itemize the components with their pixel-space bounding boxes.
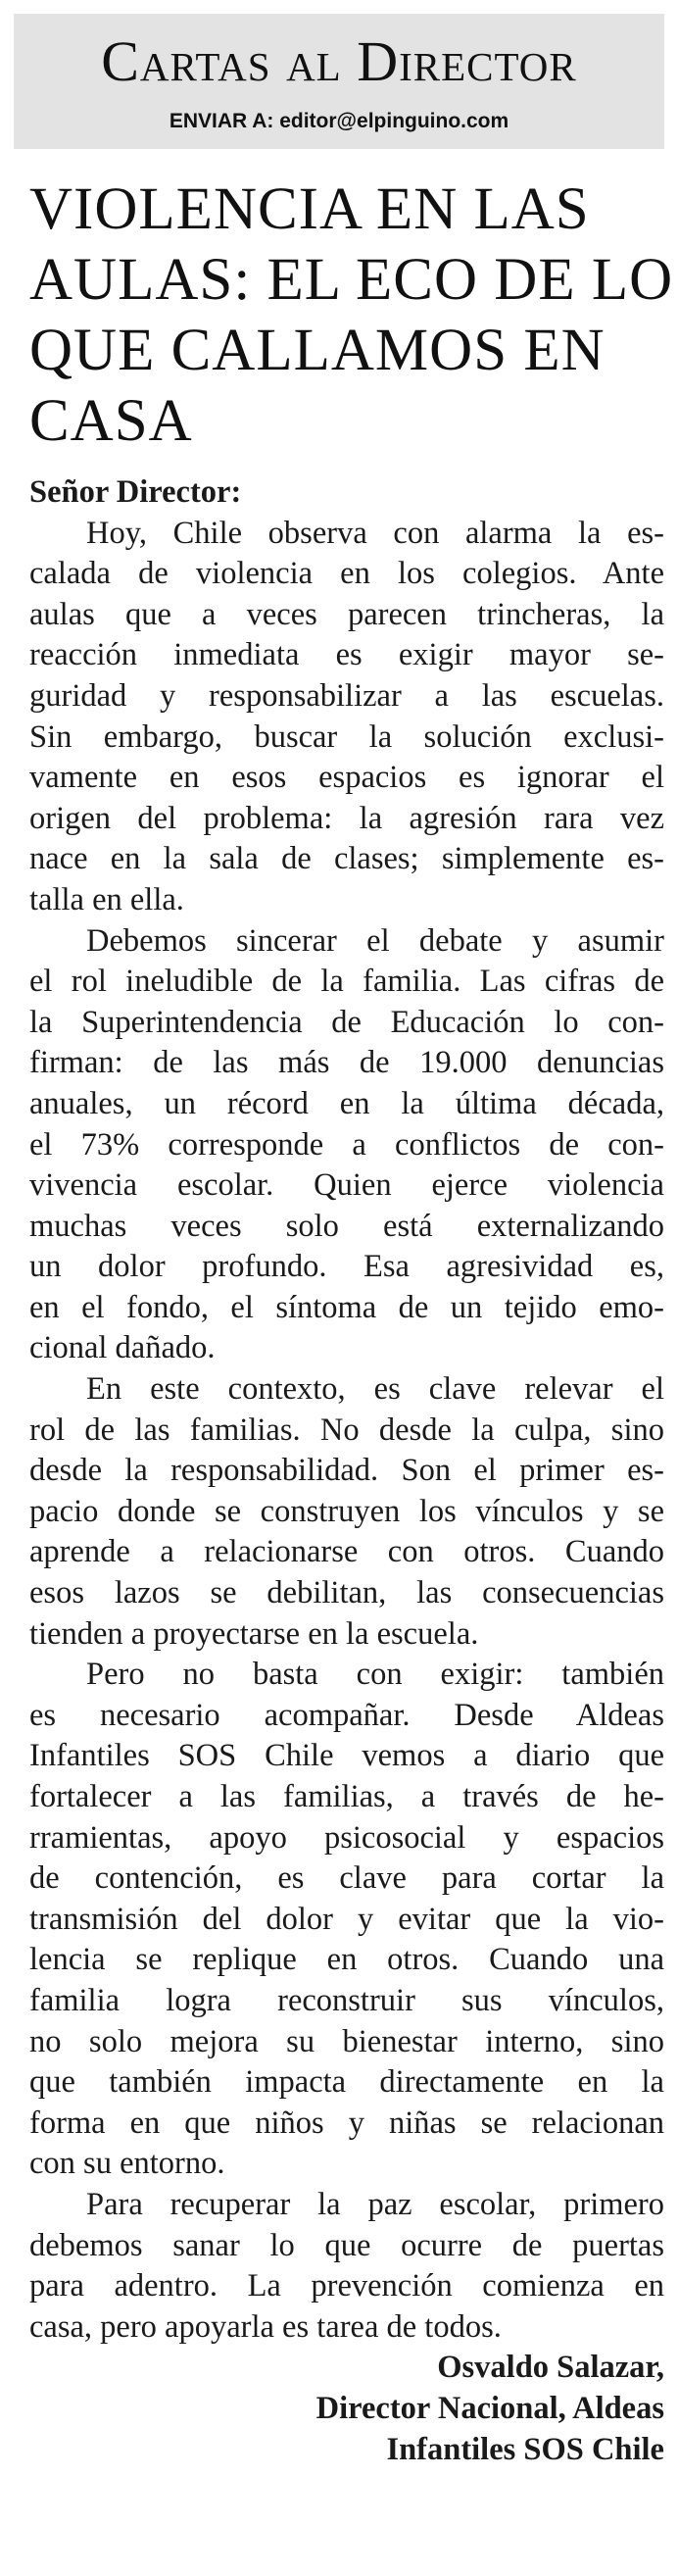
paragraph-line: rol de las familias. No desde la culpa, sino xyxy=(29,1412,664,1448)
paragraph-line: nace en la sala de clases; simplemente es- xyxy=(29,841,664,877)
paragraph-line: el 73% corresponde a conflictos de con- xyxy=(29,1126,664,1163)
headline-line: CASA xyxy=(29,388,193,454)
paragraph-line: pacio donde se construyen los vínculos y se xyxy=(29,1493,664,1529)
article-headline xyxy=(29,174,674,457)
letter-body xyxy=(29,472,664,2470)
paragraph-line: aulas que a veces parecen trincheras, la xyxy=(29,596,664,632)
paragraph-line: para adentro. La prevención comienza en xyxy=(29,2268,664,2304)
paragraph-line: forma en que niños y niñas se relacionan xyxy=(29,2105,664,2141)
paragraph-line: desde la responsabilidad. Son el primer es- xyxy=(29,1453,664,1489)
paragraph-line: Debemos sincerar el debate y asumir xyxy=(86,922,664,959)
paragraph xyxy=(29,514,664,921)
paragraph xyxy=(29,1369,664,1655)
signature-organization: Infantiles SOS Chile xyxy=(386,2431,664,2467)
send-to-email[interactable]: ENVIAR A: editor@elpinguino.com xyxy=(169,110,509,132)
paragraph-line: calada de violencia en los colegios. Ante xyxy=(29,556,664,592)
paragraph-line: firman: de las más de 19.000 denuncias xyxy=(29,1045,664,1081)
paragraph-line: Para recuperar la paz escolar, primero xyxy=(86,2186,664,2222)
paragraph-line: talla en ella. xyxy=(29,881,184,917)
paragraph-line: un dolor profundo. Esa agresividad es, xyxy=(29,1249,664,1285)
signature xyxy=(29,2348,664,2470)
paragraph-line: aprende a relacionarse con otros. Cuando xyxy=(29,1534,664,1570)
signature-title: Director Nacional, Aldeas xyxy=(315,2390,664,2426)
paragraph-line: fortalecer a las familias, a través de he- xyxy=(29,1779,664,1814)
signature-name: Osvaldo Salazar, xyxy=(437,2350,664,2386)
paragraph-line: Hoy, Chile observa con alarma la es- xyxy=(86,515,664,551)
paragraph-line: rramientas, apoyo psicosocial y espacios xyxy=(29,1819,664,1856)
paragraph-line: el rol ineludible de la familia. Las cifras de xyxy=(29,964,664,1000)
salutation: Señor Director: xyxy=(29,474,242,510)
headline-line: VIOLENCIA EN LAS xyxy=(29,176,590,242)
paragraph-line: debemos sanar lo que ocurre de puertas xyxy=(29,2227,664,2263)
paragraph-line: no solo mejora su bienestar interno, sino xyxy=(29,2023,664,2059)
paragraph-line: transmisión del dolor y evitar que la vio- xyxy=(29,1901,664,1937)
paragraph xyxy=(29,921,664,1370)
headline-line: QUE CALLAMOS EN xyxy=(29,318,605,383)
paragraph-line: que también impacta directamente en la xyxy=(29,2064,664,2101)
paragraph-line: tienden a proyectarse en la escuela. xyxy=(29,1615,479,1652)
paragraph-line: cional dañado. xyxy=(29,1330,216,1366)
paragraph-line: Sin embargo, buscar la solución exclusi- xyxy=(29,718,664,755)
paragraph-line: esos lazos se debilitan, las consecuencias xyxy=(29,1575,664,1611)
headline-line: AULAS: EL ECO DE LO xyxy=(29,247,674,313)
paragraph xyxy=(29,1655,664,2185)
paragraph-line: anuales, un récord en la última década, xyxy=(29,1085,664,1121)
paragraph-line: vivencia escolar. Quien ejerce violencia xyxy=(29,1167,664,1204)
paragraph-line: la Superintendencia de Educación lo con- xyxy=(29,1004,664,1040)
paragraph-line: origen del problema: la agresión rara vez xyxy=(29,800,664,836)
section-title: Cartas al Director xyxy=(101,29,577,93)
letter-paragraphs xyxy=(29,514,664,2349)
paragraph-line: lencia se replique en otros. Cuando una xyxy=(29,1942,664,1978)
paragraph-line: es necesario acompañar. Desde Aldeas xyxy=(29,1697,664,1733)
paragraph-line: Infantiles SOS Chile vemos a diario que xyxy=(29,1738,664,1774)
paragraph-line: vamente en esos espacios es ignorar el xyxy=(29,760,664,796)
paragraph xyxy=(29,2185,664,2348)
paragraph-line: en el fondo, el síntoma de un tejido emo- xyxy=(29,1289,664,1325)
paragraph-line: guridad y responsabilizar a las escuelas. xyxy=(29,677,664,714)
paragraph-line: muchas veces solo está externalizando xyxy=(29,1208,664,1244)
paragraph-line: reacción inmediata es exigir mayor se- xyxy=(29,637,664,673)
paragraph-line: de contención, es clave para cortar la xyxy=(29,1860,664,1897)
paragraph-line: con su entorno. xyxy=(29,2146,225,2182)
section-header xyxy=(14,14,664,149)
paragraph-line: Pero no basta con exigir: también xyxy=(86,1657,664,1693)
paragraph-line: familia logra reconstruir sus vínculos, xyxy=(29,1982,664,2018)
paragraph-line: casa, pero apoyarla es tarea de todos. xyxy=(29,2308,502,2345)
paragraph-line: En este contexto, es clave relevar el xyxy=(86,1371,664,1408)
